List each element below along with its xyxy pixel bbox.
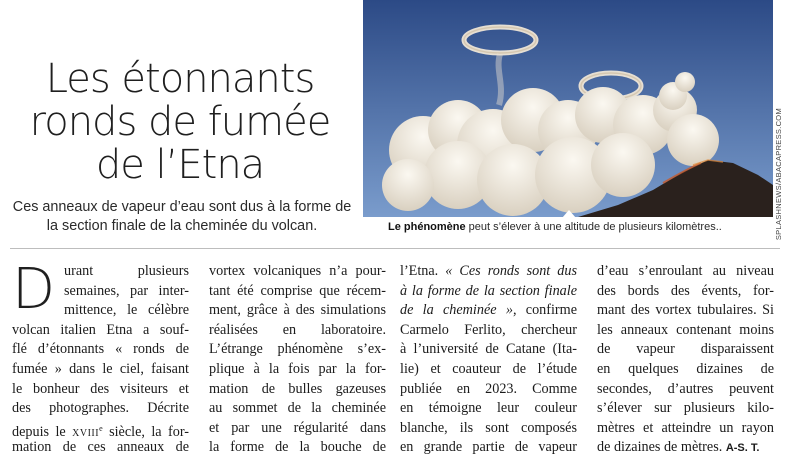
body-line: s’élever sur plusieurs kilo- (597, 400, 774, 417)
body-line: la forme de la bouche de (209, 439, 386, 456)
body-line: plique à la fois par la for- (209, 360, 386, 377)
photo-caption (388, 220, 778, 234)
body-line: mation de ces anneaux de (12, 439, 189, 456)
body-line: publiée en 2023. Comme (400, 380, 577, 397)
body-line: secondes, d’autres peuvent (597, 380, 774, 397)
drop-cap: D (12, 257, 56, 322)
body-line: vortex volcaniques n’a pour- (209, 263, 386, 279)
body-text: siècle, la for- (102, 423, 189, 440)
body-line: à l’université de Catane (Ita- (400, 341, 577, 358)
body-line: blanche, ils sont composés (400, 419, 577, 436)
volcano-photo-illustration (363, 0, 773, 217)
body-line: flé d’étonnants « ronds de (12, 341, 189, 358)
body-text: de dizaines de mètres. (597, 439, 726, 456)
body-line: d’eau s’enroulant au niveau (597, 263, 774, 279)
body-line: de vapeur disparaissent (597, 341, 774, 358)
body-line (400, 282, 577, 302)
quote-text: « Ces ronds sont dus (445, 263, 577, 279)
body-text: l’Etna. (400, 263, 446, 279)
body-line: tant été comprise que récem- (209, 282, 386, 299)
standfirst: Ces anneaux de vapeur d’eau sont dus à la forme de la section finale de la cheminée du volcan. (12, 199, 352, 234)
century-numeral: XVIII (72, 427, 100, 439)
body-line (597, 438, 774, 458)
body-line: au sommet de la cheminée (209, 400, 386, 417)
body-line: des bords des évents, for- (597, 282, 774, 299)
body-line: mation de bulles gazeuses (209, 380, 386, 397)
headline (10, 58, 350, 187)
author-signature: A-S. T. (725, 442, 760, 455)
body-line (400, 262, 577, 282)
body-column-3 (400, 262, 577, 458)
body-line: en témoigne leur couleur (400, 400, 577, 417)
body-line (400, 301, 577, 321)
century-suffix: e (99, 423, 103, 433)
body-line: mittence, le célèbre (64, 302, 189, 319)
body-line (12, 419, 189, 439)
body-line: Carmelo Ferlito, chercheur (400, 321, 577, 338)
volcano-photo (363, 0, 773, 217)
caption-pointer (562, 210, 576, 218)
body-line: le bonheur des visiteurs et (12, 380, 189, 397)
body-text: depuis le (12, 423, 73, 440)
body-line: L’étrange phénomène s’ex- (209, 341, 386, 358)
quote-text: à la forme de la section finale (400, 282, 577, 299)
body-line: en quelques dizaines de (597, 360, 774, 377)
headline-line: ronds de fumée (29, 99, 331, 145)
caption-lead: Le phénomène (388, 221, 466, 233)
body-column-2 (209, 262, 386, 458)
body-line: mètres et atteindre un rayon (597, 419, 774, 436)
body-line: ment, grâce à des simulations (209, 302, 386, 319)
body-line: volcan italien Etna a souf- (12, 321, 189, 338)
quote-text: de la cheminée » (400, 302, 513, 319)
body-line: en grande partie de vapeur (400, 439, 577, 456)
body-column-1 (12, 257, 189, 458)
headline-line: de l’Etna (95, 142, 265, 188)
body-line: urant plusieurs (64, 263, 189, 279)
caption-text: peut s’élever à une altitude de plusieurs kilomètres.. (465, 221, 722, 233)
body-line: des photographes. Décrite (12, 400, 189, 417)
body-line: et par une régularité dans (209, 419, 386, 436)
body-column-4 (597, 262, 774, 458)
photo-credit: SPLASHNEWS/ABACAPRESS.COM (774, 108, 783, 241)
body-line: mant des vortex tubulaires. Si (597, 302, 774, 319)
body-line: lie) et coauteur de l’étude (400, 360, 577, 377)
body-line: semaines, par inter- (64, 282, 189, 299)
body-text: , confirme (512, 302, 577, 319)
body-line: fumée » dans le ciel, faisant (12, 360, 189, 377)
section-divider (10, 248, 780, 249)
headline-line: Les étonnants (45, 56, 315, 102)
body-line: les anneaux contenant moins (597, 321, 774, 338)
body-line: réalisées en laboratoire. (209, 321, 386, 338)
